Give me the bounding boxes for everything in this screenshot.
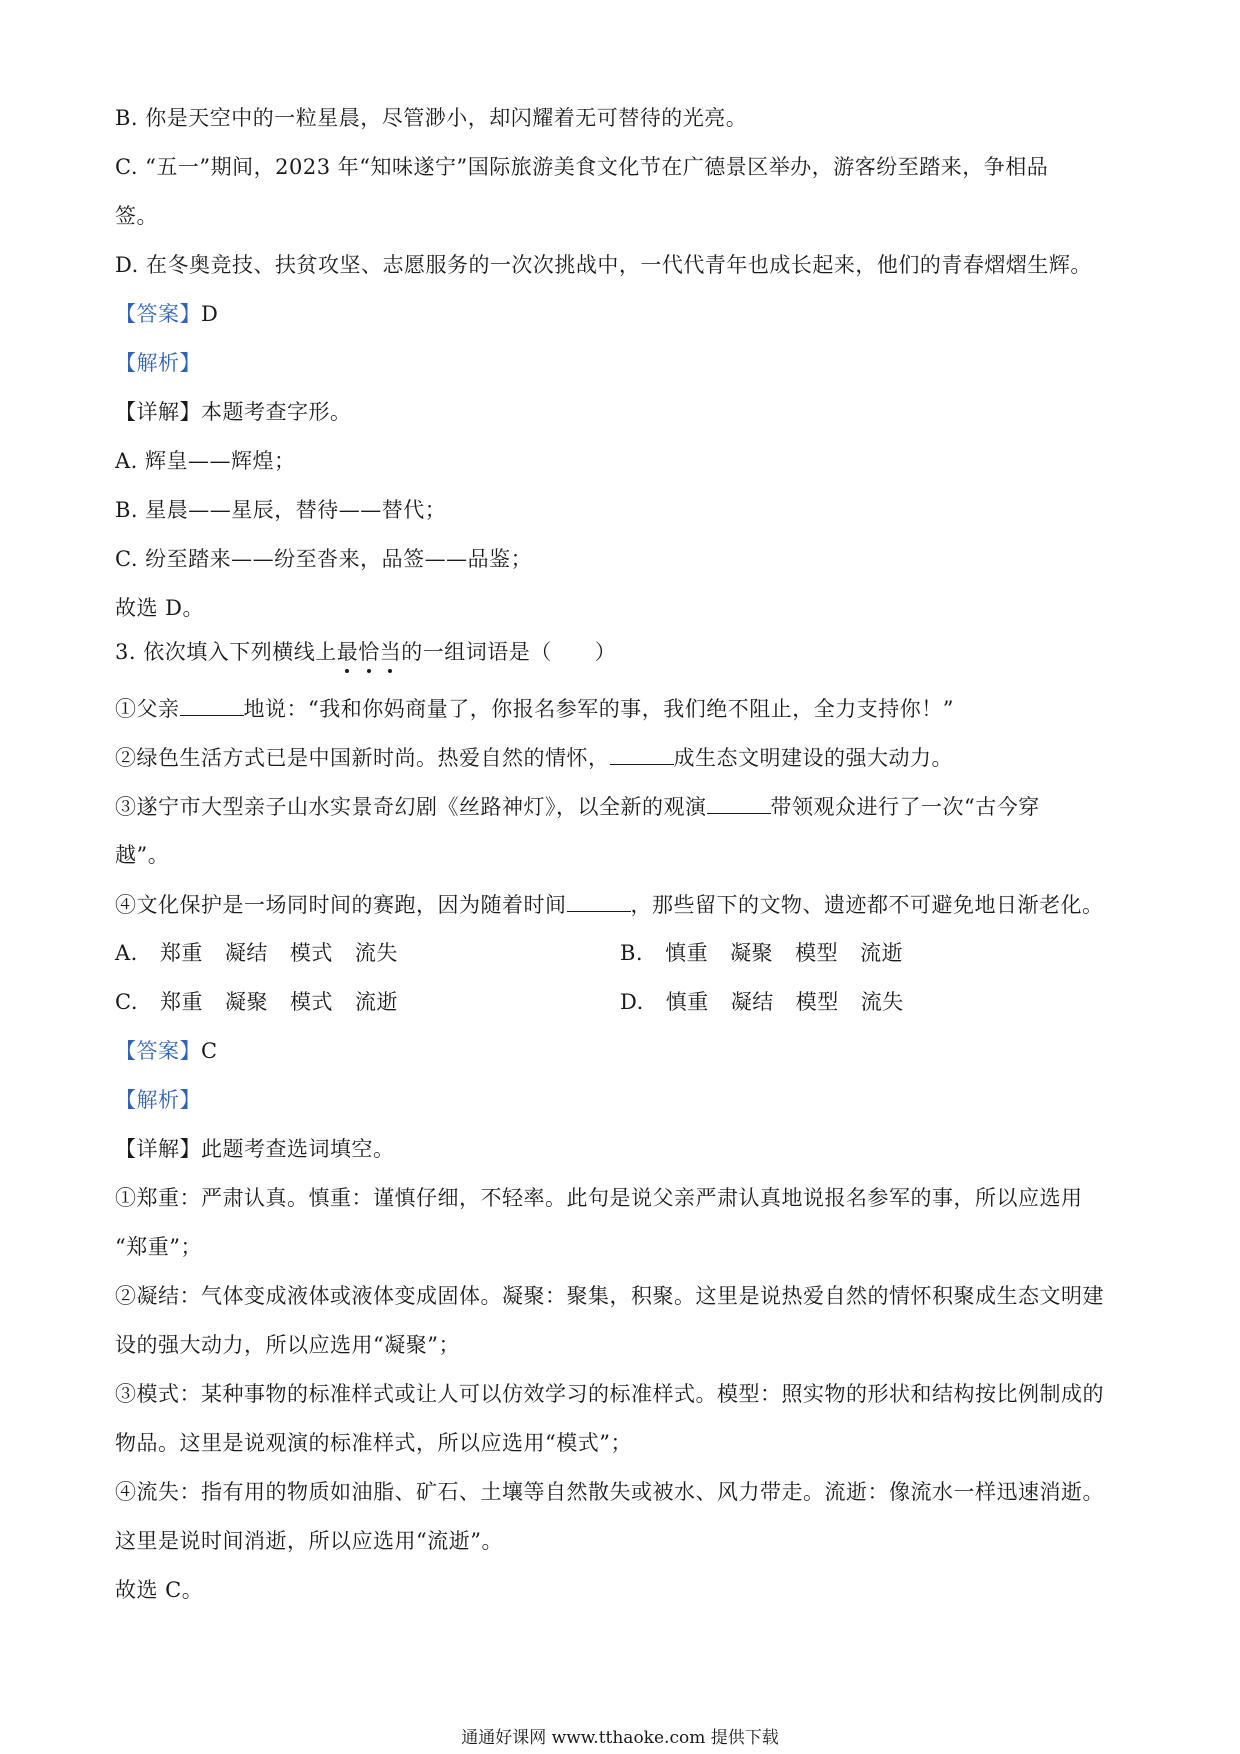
q3-analysis-tag: 【解析】 [115, 1088, 201, 1112]
q2-answer [115, 299, 218, 329]
q2-option-d: D. 在冬奥竞技、扶贫攻坚、志愿服务的一次次挑战中，一代代青年也成长起来，他们的青春熠熠生辉。 [115, 253, 1092, 277]
q2-option-c-line1: C. “五一”期间，2023 年“知味遂宁”国际旅游美食文化节在广德景区举办，游客纷至踏来，争相品 [115, 155, 1049, 179]
q2-option-c-line2: 签。 [115, 204, 158, 228]
option-a: A. 郑重 凝结 模式 流失 [115, 941, 398, 965]
q2-analysis-b: B. 星晨——星辰，替待——替代； [115, 498, 447, 522]
fill-blank [610, 742, 674, 765]
fill-blank [180, 693, 244, 716]
q2-analysis-a: A. 辉皇——辉煌； [115, 449, 296, 473]
q3-detail: 【详解】此题考查选词填空。 [115, 1137, 395, 1161]
option-d: D. 慎重 凝结 模型 流失 [620, 990, 904, 1014]
q2-analysis-tag: 【解析】 [115, 351, 201, 375]
emphasis-char: 恰 [358, 640, 380, 664]
fill-blank [567, 889, 631, 912]
q3-sentence-1: ①父亲 地说：“我和你妈商量了，你报名参军的事，我们绝不阻止，全力支持你！” [115, 693, 954, 724]
answer-value: C [201, 1039, 218, 1063]
q2-option-b: B. 你是天空中的一粒星晨，尽管渺小，却闪耀着无可替待的光亮。 [115, 106, 748, 130]
emphasis-char: 最 [336, 640, 359, 664]
option-c: C. 郑重 凝聚 模式 流逝 [115, 990, 398, 1014]
q2-conclusion: 故选 D。 [115, 596, 205, 620]
option-b: B. 慎重 凝聚 模型 流逝 [620, 941, 904, 965]
q3-explain-2b: 设的强大动力，所以应选用“凝聚”； [115, 1333, 460, 1357]
emphasis-char: 当 [379, 640, 402, 664]
q3-sentence-4: ④文化保护是一场同时间的赛跑，因为随着时间 ，那些留下的文物、遗迹都不可避免地日渐老化。 [115, 889, 1104, 920]
q3-conclusion: 故选 C。 [115, 1578, 204, 1602]
q3-explain-4a: ④流失：指有用的物质如油脂、矿石、土壤等自然散失或被水、风力带走。流逝：像流水一样迅速消逝。 [115, 1480, 1104, 1504]
q3-options-row-1 [115, 938, 1125, 968]
q2-analysis-c: C. 纷至踏来——纷至沓来，品签——品鉴； [115, 547, 533, 571]
q3-explain-1a: ①郑重：严肃认真。慎重：谨慎仔细，不轻率。此句是说父亲严肃认真地说报名参军的事，所以应选用 [115, 1186, 1083, 1210]
q3-explain-3a: ③模式：某种事物的标准样式或让人可以仿效学习的标准样式。模型：照实物的形状和结构按比例制成的 [115, 1382, 1104, 1406]
q3-sentence-2: ②绿色生活方式已是中国新时尚。热爱自然的情怀， 成生态文明建设的强大动力。 [115, 742, 953, 773]
q3-sentence-3-cont: 越”。 [115, 843, 170, 867]
q3-sentence-3: ③遂宁市大型亲子山水实景奇幻剧《丝路神灯》，以全新的观演 带领观众进行了一次“古今穿 [115, 791, 1040, 822]
q3-options-row-2 [115, 987, 1125, 1017]
fill-blank [707, 791, 771, 814]
q3-explain-3b: 物品。这里是说观演的标准样式，所以应选用“模式”； [115, 1431, 632, 1455]
answer-tag: 【答案】 [115, 302, 201, 326]
q3-explain-1b: “郑重”； [115, 1235, 202, 1259]
answer-tag: 【答案】 [115, 1039, 201, 1063]
q2-detail: 【详解】本题考查字形。 [115, 400, 352, 424]
page-footer: 通通好课网 www.tthaoke.com 提供下载 [461, 1728, 779, 1748]
q3-answer [115, 1036, 218, 1066]
q3-stem: 3. 依次填入下列横线上最恰当的一组词语是（ ） [115, 640, 617, 664]
q3-explain-4b: 这里是说时间消逝，所以应选用“流逝”。 [115, 1529, 503, 1553]
q3-explain-2a: ②凝结：气体变成液体或液体变成固体。凝聚：聚集，积聚。这里是说热爱自然的情怀积聚成生态文明建 [115, 1284, 1104, 1308]
answer-value: D [201, 302, 219, 326]
